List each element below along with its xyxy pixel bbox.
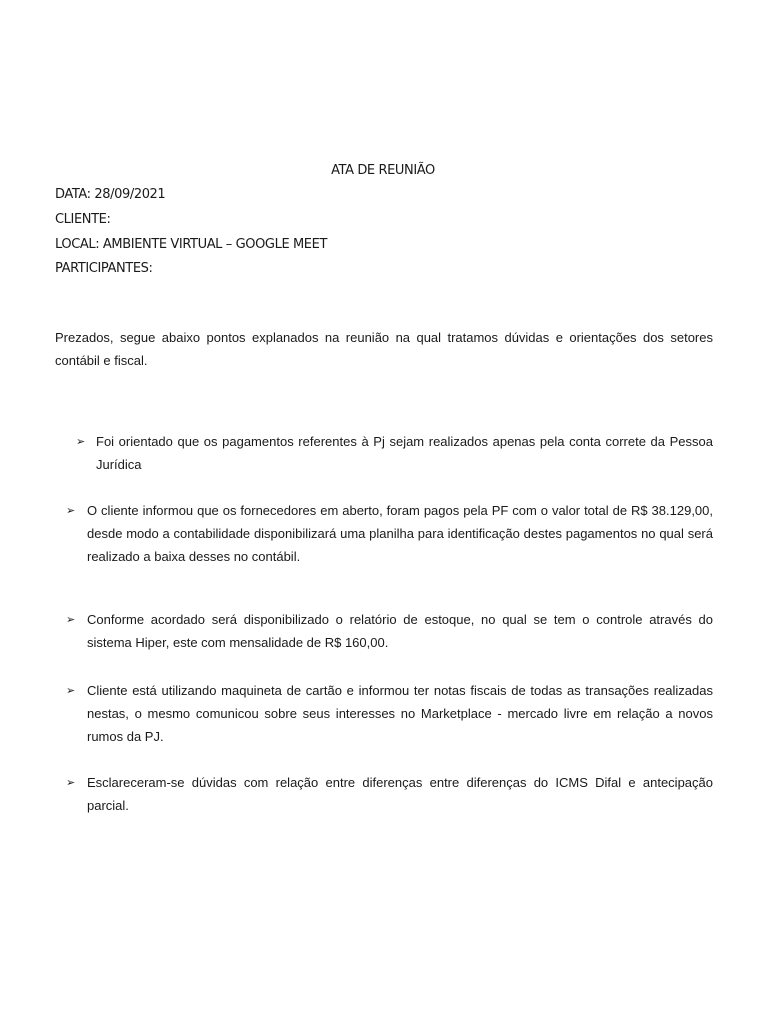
participants-line: PARTICIPANTES:: [55, 261, 153, 276]
arrow-bullet-icon: ➢: [76, 435, 86, 448]
list-item: Conforme acordado será disponibilizado o relatório de estoque, no qual se tem o controle através do sistema Hiper, este com mensalidade de R$ 160,00.: [87, 612, 713, 650]
list-item: Cliente está utilizando maquineta de cartão e informou ter notas fiscais de todas as transações realizadas nestas, o mesmo comunicou sobre seus interesses no Marketplace - mercado livre em relação a novos rumos da PJ.: [87, 683, 713, 744]
arrow-bullet-icon: ➢: [66, 776, 76, 789]
list-item: Foi orientado que os pagamentos referentes à Pj sejam realizados apenas pela conta correte da Pessoa Jurídica: [96, 434, 713, 472]
arrow-bullet-icon: ➢: [66, 504, 76, 517]
list-item: Esclareceram-se dúvidas com relação entre diferenças entre diferenças do ICMS Difal e antecipação parcial.: [87, 775, 713, 813]
location-line: LOCAL: AMBIENTE VIRTUAL – GOOGLE MEET: [55, 237, 327, 252]
date-line: DATA: 28/09/2021: [55, 187, 166, 202]
client-line: CLIENTE:: [55, 212, 111, 227]
arrow-bullet-icon: ➢: [66, 684, 76, 697]
arrow-bullet-icon: ➢: [66, 613, 76, 626]
list-item: O cliente informou que os fornecedores em aberto, foram pagos pela PF com o valor total de R$ 38.129,00, desde modo a contabilidade disponibilizará uma planilha para identificação destes pagamentos no qual será realizado a baixa desses no contábil.: [87, 503, 713, 564]
document-title: ATA DE REUNIÃO: [331, 163, 435, 178]
intro-paragraph: Prezados, segue abaixo pontos explanados na reunião na qual tratamos dúvidas e orientações dos setores contábil e fiscal.: [55, 330, 713, 368]
